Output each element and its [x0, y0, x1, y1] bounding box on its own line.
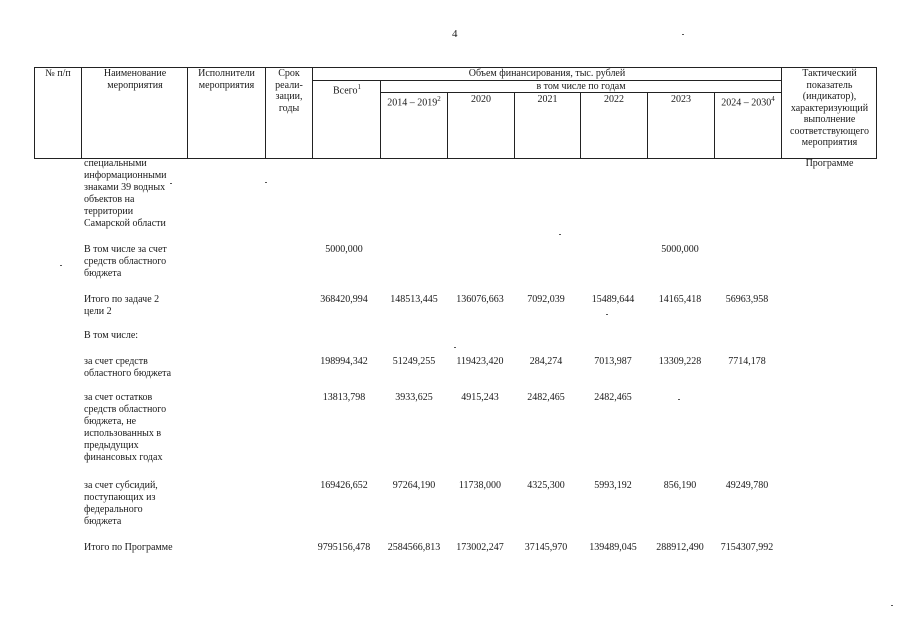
header-left-border	[34, 67, 35, 159]
scan-speck	[60, 265, 62, 266]
row-value: 198994,342	[320, 356, 368, 367]
row-value: 97264,190	[392, 480, 436, 491]
header-year-label: 2023	[671, 94, 691, 105]
header-total-label: Всего	[332, 85, 358, 97]
row-name-line: за счет субсидий,	[84, 480, 158, 491]
header-term: Срок реали-зации, годы	[275, 68, 303, 114]
row-name-line: цели 2	[84, 306, 112, 317]
row-value: 139489,045	[589, 542, 637, 553]
row-name-line: знаками 39 водных	[84, 182, 166, 193]
row-name-line: областного бюджета	[84, 368, 172, 379]
row-value: 13813,798	[322, 392, 366, 403]
row-value: 5000,000	[325, 244, 363, 255]
scan-speck	[559, 234, 561, 235]
scan-speck	[265, 182, 267, 183]
row-name-line: средств областного	[84, 256, 167, 267]
row-value: 14165,418	[658, 294, 702, 305]
row-value: 7714,178	[728, 356, 766, 367]
row-value: 56963,958	[725, 294, 769, 305]
row-name-line: федерального	[84, 504, 143, 515]
header-total	[314, 82, 380, 97]
header-year-label: 2022	[604, 94, 624, 105]
row-name-line: Итого по задаче 2	[84, 294, 160, 305]
col-divider	[781, 67, 782, 159]
header-year	[649, 94, 713, 106]
row-value: 288912,490	[656, 542, 704, 553]
row-name-line: В том числе за счет	[84, 244, 167, 255]
row-name-line: специальными	[84, 158, 147, 169]
header-number: № п/п	[45, 68, 71, 79]
header-by-years: в том числе по годам	[536, 81, 626, 92]
row-name-line: объектов на	[84, 194, 135, 205]
scan-speck	[891, 605, 893, 606]
row-value: 136076,663	[456, 294, 504, 305]
header-year-label: 2024 – 2030	[721, 97, 772, 109]
row-name-line: бюджета, не	[84, 416, 137, 427]
header-executors: Исполнители мероприятия	[198, 68, 255, 91]
row-value: 7013,987	[594, 356, 632, 367]
header-right-border	[876, 67, 877, 159]
header-year-label: 2021	[537, 94, 558, 105]
row-value: 7154307,992	[720, 542, 774, 553]
row-value: 148513,445	[390, 294, 438, 305]
row-value: 2482,465	[527, 392, 565, 403]
row-value: 3933,625	[395, 392, 433, 403]
page-number: 4	[452, 28, 458, 40]
row-name-line: за счет средств	[84, 356, 148, 367]
header-year	[716, 94, 780, 109]
row-name-line: поступающих из	[84, 492, 156, 503]
row-name-line: использованных в	[84, 428, 162, 439]
row-name-line: В том числе:	[84, 330, 139, 341]
col-divider	[447, 92, 448, 159]
col-divider	[187, 67, 188, 159]
row-indicator: Программе	[805, 158, 854, 169]
col-divider	[81, 67, 82, 159]
row-name-line: Итого по Программе	[84, 542, 173, 553]
row-value: 173002,247	[456, 542, 504, 553]
row-name-line: информационными	[84, 170, 167, 181]
col-divider	[265, 67, 266, 159]
row-name-line: предыдущих	[84, 440, 139, 451]
row-value: 49249,780	[725, 480, 769, 491]
row-name-line: финансовых годах	[84, 452, 163, 463]
header-year	[516, 94, 579, 106]
col-divider	[380, 80, 381, 159]
row-value: 37145,970	[524, 542, 568, 553]
row-value: 11738,000	[458, 480, 502, 491]
row-name-line: бюджета	[84, 516, 122, 527]
header-funding-title: Объем финансирования, тыс. рублей	[468, 68, 626, 79]
scan-speck	[170, 183, 172, 184]
row-value: 169426,652	[320, 480, 368, 491]
row-name-line: средств областного	[84, 404, 167, 415]
row-value: 13309,228	[658, 356, 702, 367]
row-value: 4915,243	[461, 392, 499, 403]
row-value: 119423,420	[456, 356, 504, 367]
row-value: 368420,994	[320, 294, 368, 305]
header-bottom-border	[34, 158, 876, 159]
col-divider	[514, 92, 515, 159]
row-name-line: Самарской области	[84, 218, 166, 229]
header-total-note: 1	[357, 83, 362, 91]
row-value: 856,190	[663, 480, 697, 491]
col-divider	[714, 92, 715, 159]
row-value: 4325,300	[527, 480, 565, 491]
header-year-note: 4	[771, 95, 775, 103]
row-value: 5993,192	[594, 480, 632, 491]
header-year	[582, 94, 646, 106]
header-year-label: 2014 – 2019	[387, 97, 438, 109]
row-value: 7092,039	[527, 294, 565, 305]
row-value: 9795156,478	[317, 542, 371, 553]
header-indicator: Тактический показатель (индикатор), характеризующий выполнение соответствующего мероприятия	[790, 68, 869, 148]
row-value: 51249,255	[392, 356, 436, 367]
row-value: 2482,465	[594, 392, 632, 403]
header-year-label: 2020	[471, 94, 491, 105]
header-year	[382, 94, 446, 109]
row-name-line: бюджета	[84, 268, 122, 279]
header-year	[449, 94, 513, 106]
header-name: Наименование мероприятия	[103, 68, 167, 91]
row-name-line: за счет остатков	[84, 392, 153, 403]
scan-speck	[678, 399, 680, 400]
scan-speck	[682, 34, 684, 35]
col-divider	[647, 92, 648, 159]
row-value: 284,274	[529, 356, 563, 367]
row-value: 5000,000	[661, 244, 699, 255]
row-name-line: территории	[84, 206, 134, 217]
row-value: 15489,644	[591, 294, 635, 305]
row-value: 2584566,813	[387, 542, 441, 553]
header-year-note: 2	[437, 95, 441, 103]
col-divider	[312, 67, 313, 159]
col-divider	[580, 92, 581, 159]
scan-speck	[606, 314, 608, 315]
scan-speck	[454, 347, 456, 348]
